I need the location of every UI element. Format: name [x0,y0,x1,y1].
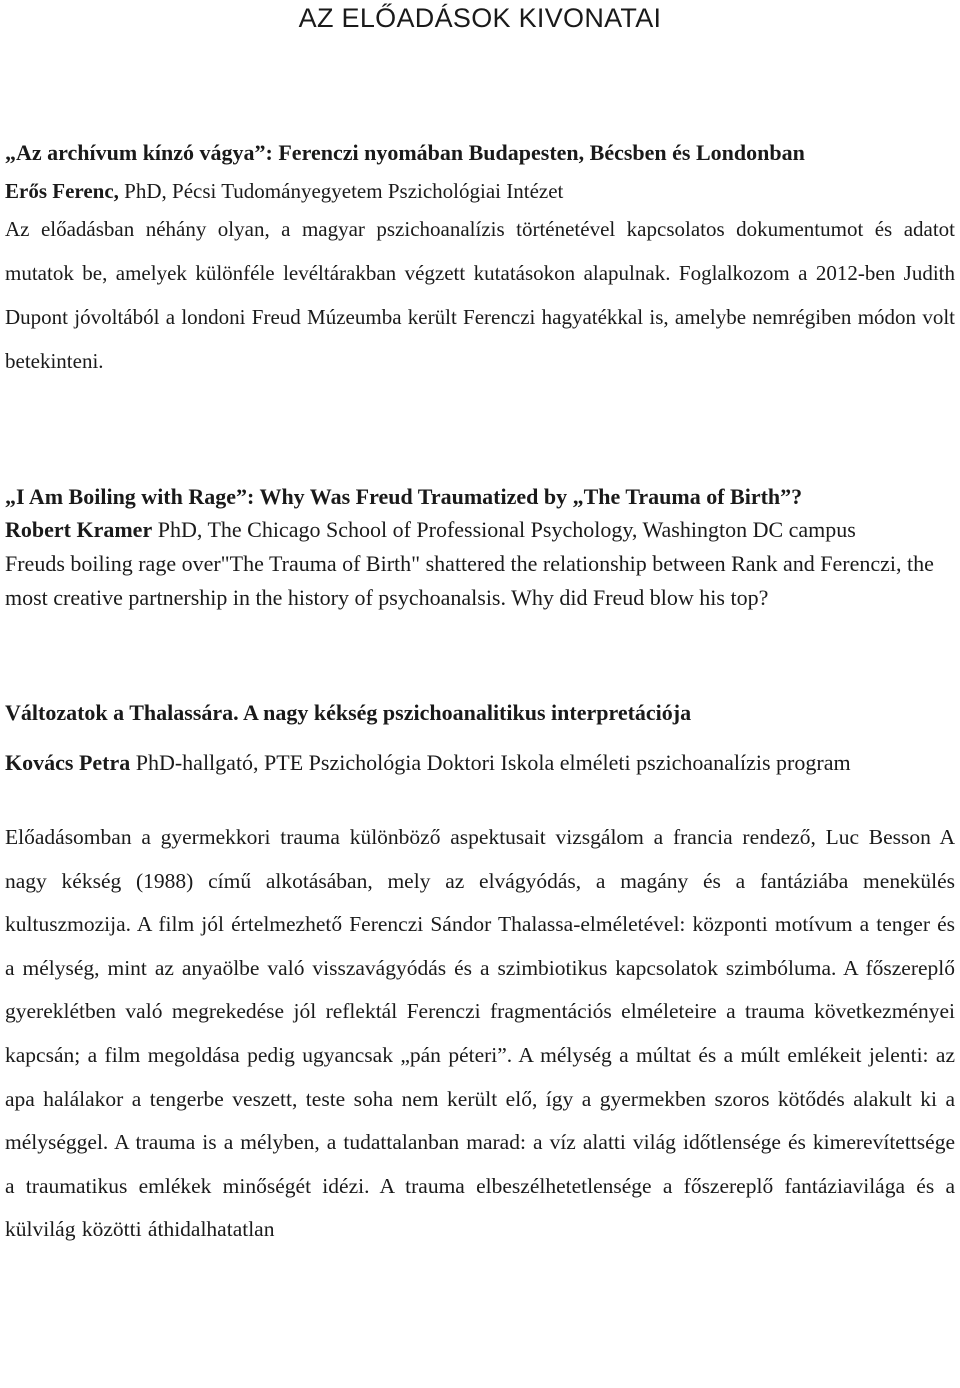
abstract-title: Változatok a Thalassára. A nagy kékség pszichoanalitikus interpretációja [5,700,692,725]
abstract-title: „I Am Boiling with Rage”: Why Was Freud Traumatized by „The Trauma of Birth”? [5,484,803,509]
author-name: Robert Kramer [5,517,153,542]
abstract-kovacs [5,699,955,1252]
abstract-title: „Az archívum kínzó vágya”: Ferenczi nyomában Budapesten, Bécsben és Londonban [5,140,805,165]
abstract-body: Előadásomban a gyermekkori trauma különböző aspektusait vizsgálom a francia rendező, Luc Besson A nagy kékség (1988) című alkotásában, mely az elvágyódás, a magány és a fantáziába menekülés kultuszmozija. A film jól értelmezhető Ferenczi Sándor Thalassa-elméletével: központi motívum a tenger és a mélység, mint az anyaölbe való visszavágyódás és a szimbiotikus kapcsolatok szimbóluma. A főszereplő gyereklétben való megrekedése jól reflektál Ferenczi fragmentációs elméleteire a trauma következményei kapcsán; a film megoldása pedig ugyancsak „pán péteri”. A mélység a múltat és a múlt emlékeit jelenti: az apa halálakor a tengerbe veszett, teste soha nem került elő, így a gyermekben szoros kötődés alakult ki a mélységgel. A trauma is a mélyben, a tudattalanban marad: a víz alatti világ időtlensége és kimerevítettsége a traumatikus emlékek minőségét idézi. A trauma elbeszélhetetlensége a főszereplő fantáziavilága és a külvilág közötti áthidalhatatlan [5,825,955,1242]
abstract-author [5,513,955,547]
abstract-body: Az előadásban néhány olyan, a magyar pszichoanalízis történetével kapcsolatos dokumentumot és adatot mutatok be, amelyek különféle levéltárakban végzett kutatásokon alapulnak. Foglalkozom a 2012-ben Judith Dupont jóvoltából a londoni Freud Múzeumba került Ferenczi hagyatékkal is, amelybe nemrégiben módon volt betekinteni. [5,217,955,373]
abstract-body: Freuds boiling rage over"The Trauma of Birth" shattered the relationship between Rank and Ferenczi, the most creative partnership in the history of psychoanalsis. Why did Freud blow his top? [5,551,934,610]
document-title: AZ ELŐADÁSOK KIVONATAI [298,3,662,33]
abstract-author [5,741,955,785]
author-affiliation: PhD, The Chicago School of Professional Psychology, Washington DC campus [152,517,856,542]
author-name: Kovács Petra [5,750,131,775]
abstract-kramer [5,481,955,615]
author-name: Erős Ferenc, [5,179,119,203]
abstract-author [5,177,955,205]
author-affiliation: PhD, Pécsi Tudományegyetem Pszichológiai Intézet [118,179,564,203]
author-affiliation: PhD-hallgató, PTE Pszichológia Doktori Iskola elméleti pszichoanalízis program [130,750,851,775]
abstract-eros [5,139,955,383]
